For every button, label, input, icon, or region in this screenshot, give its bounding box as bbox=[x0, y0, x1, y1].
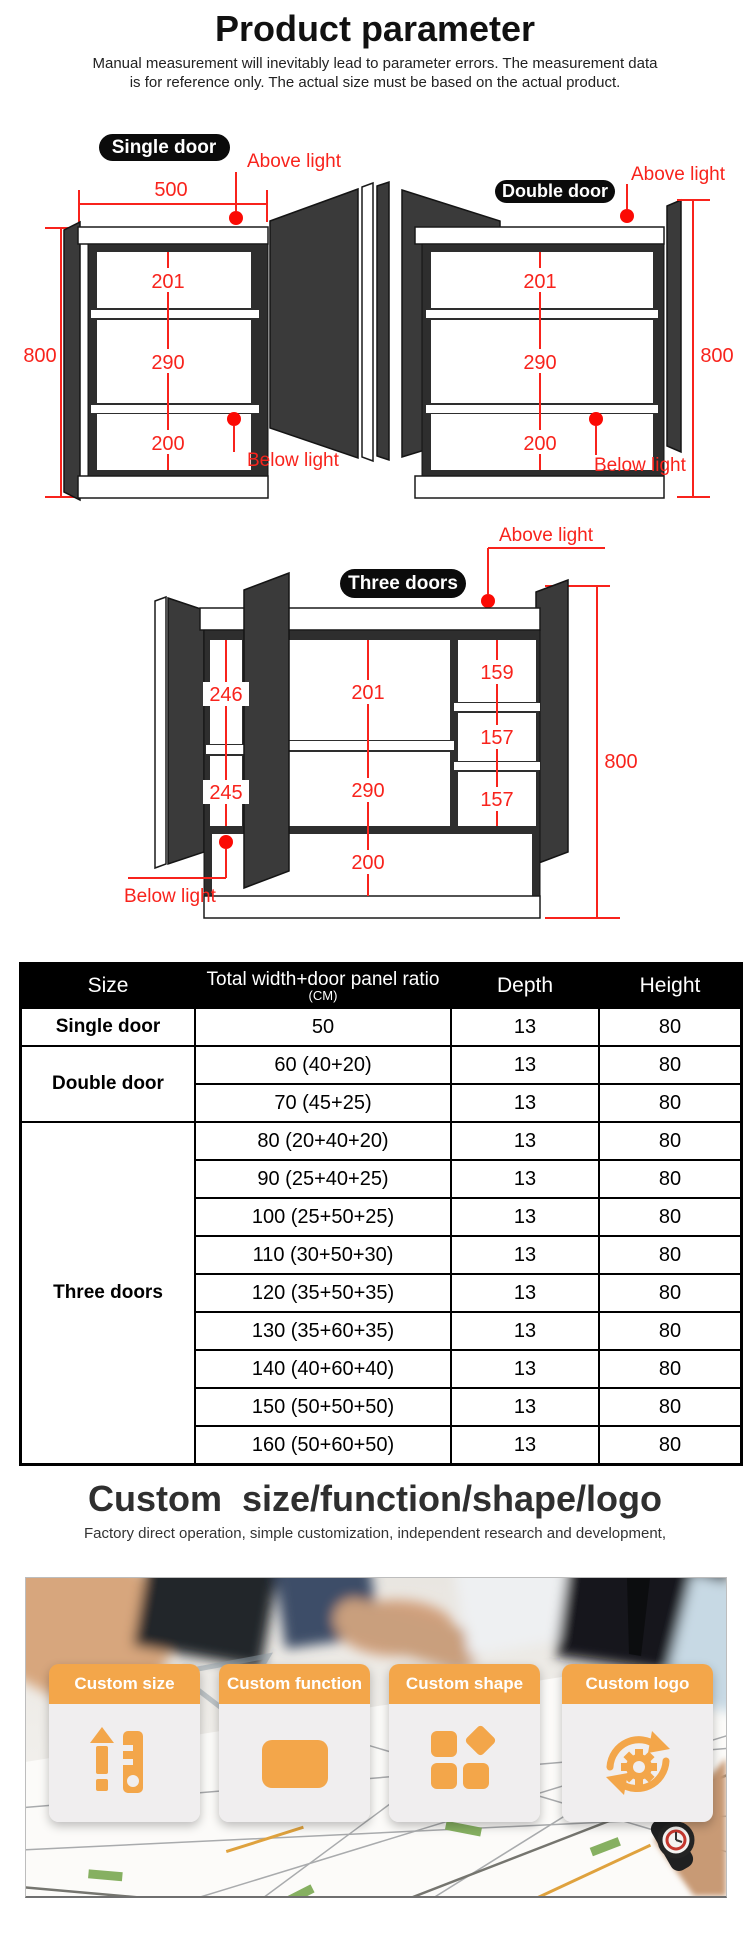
custom-size-card-header: Custom size bbox=[49, 1664, 200, 1704]
cell-height: 80 bbox=[599, 1236, 742, 1274]
subtitle-line-1: Manual measurement will inevitably lead to parameter errors. The measurement data bbox=[92, 55, 658, 72]
custom-shape-card-header: Custom shape bbox=[389, 1664, 540, 1704]
group-label-double: Double door bbox=[21, 1046, 196, 1122]
custom-section-title: Custom size/function/shape/logo bbox=[87, 1478, 663, 1519]
double-door-badge-label: Double door bbox=[502, 181, 608, 201]
page-subtitle bbox=[0, 54, 750, 92]
single-open-door bbox=[270, 189, 358, 458]
cell-depth: 13 bbox=[451, 1350, 599, 1388]
cell-width: 80 (20+40+20) bbox=[195, 1122, 451, 1160]
custom-function-card-header: Custom function bbox=[219, 1664, 370, 1704]
three-cabinet-bottom-band bbox=[204, 896, 540, 918]
col-header-size: Size bbox=[21, 964, 196, 1009]
custom-size-card bbox=[49, 1664, 200, 1822]
custom-logo-card-header: Custom logo bbox=[562, 1664, 713, 1704]
cell-height: 80 bbox=[599, 1426, 742, 1465]
cell-depth: 13 bbox=[451, 1084, 599, 1122]
single-cabinet-top-band bbox=[78, 227, 268, 244]
page-title: Product parameter bbox=[214, 8, 536, 49]
cell-depth: 13 bbox=[451, 1198, 599, 1236]
cell-height: 80 bbox=[599, 1122, 742, 1160]
three-above-light-label: Above light bbox=[499, 525, 594, 546]
three-center-section-1-dim: 201 bbox=[351, 682, 385, 704]
cell-depth: 13 bbox=[451, 1426, 599, 1465]
table-header-row bbox=[21, 964, 742, 1009]
single-above-light-label: Above light bbox=[247, 151, 342, 172]
custom-section-subtitle: Factory direct operation, simple customization, independent research and development, bbox=[84, 1525, 666, 1542]
single-section-3-dim: 200 bbox=[151, 433, 185, 455]
double-above-light-label: Above light bbox=[631, 164, 726, 185]
custom-shape-card bbox=[389, 1664, 540, 1822]
cell-width: 110 (30+50+30) bbox=[195, 1236, 451, 1274]
double-section-3-dim: 200 bbox=[523, 433, 557, 455]
single-above-light-dot bbox=[229, 211, 243, 225]
custom-logo-card bbox=[562, 1664, 713, 1822]
three-bottom-section-dim: 200 bbox=[351, 852, 385, 874]
cell-width: 120 (35+50+35) bbox=[195, 1274, 451, 1312]
three-doors-diagram bbox=[124, 525, 638, 918]
cell-width: 70 (45+25) bbox=[195, 1084, 451, 1122]
double-below-light-label: Below light bbox=[594, 455, 686, 476]
col-header-width-ratio-text: Total width+door panel ratio bbox=[206, 969, 440, 990]
single-below-light-label: Below light bbox=[247, 450, 339, 471]
cell-depth: 13 bbox=[451, 1312, 599, 1350]
double-section-2-dim: 290 bbox=[523, 352, 557, 374]
double-height-dim: 800 bbox=[700, 345, 734, 367]
cabinet-diagrams bbox=[0, 100, 750, 950]
double-right-door bbox=[667, 200, 681, 452]
single-door-edge bbox=[362, 183, 373, 461]
cell-depth: 13 bbox=[451, 1008, 599, 1046]
custom-function-card bbox=[219, 1664, 370, 1822]
single-section-1-dim: 201 bbox=[151, 271, 185, 293]
three-height-dim: 800 bbox=[604, 751, 638, 773]
three-left-section-2-dim: 245 bbox=[209, 782, 243, 804]
single-door-diagram bbox=[23, 134, 373, 500]
group-label-three: Three doors bbox=[21, 1122, 196, 1465]
three-middle-door bbox=[244, 573, 289, 888]
cell-width: 150 (50+50+50) bbox=[195, 1388, 451, 1426]
three-above-light-dot bbox=[481, 594, 495, 608]
cell-height: 80 bbox=[599, 1008, 742, 1046]
cell-depth: 13 bbox=[451, 1160, 599, 1198]
cell-depth: 13 bbox=[451, 1274, 599, 1312]
cell-width: 90 (25+40+25) bbox=[195, 1160, 451, 1198]
three-left-section-1-dim: 246 bbox=[209, 684, 243, 706]
cell-height: 80 bbox=[599, 1084, 742, 1122]
double-section-1-dim: 201 bbox=[523, 271, 557, 293]
single-section-2-dim: 290 bbox=[151, 352, 185, 374]
cell-depth: 13 bbox=[451, 1122, 599, 1160]
table-row bbox=[21, 1122, 742, 1160]
single-width-dim: 500 bbox=[154, 179, 188, 201]
function-icon bbox=[257, 1725, 333, 1801]
three-left-door-edge bbox=[155, 597, 166, 868]
shape-icon bbox=[427, 1725, 503, 1801]
spec-table bbox=[19, 962, 743, 1466]
size-icon bbox=[87, 1725, 163, 1801]
cell-depth: 13 bbox=[451, 1236, 599, 1274]
cell-height: 80 bbox=[599, 1312, 742, 1350]
cell-width: 100 (25+50+25) bbox=[195, 1198, 451, 1236]
double-below-light-dot bbox=[589, 412, 603, 426]
double-left-door-edge bbox=[377, 182, 389, 460]
col-header-depth: Depth bbox=[451, 964, 599, 1009]
cell-height: 80 bbox=[599, 1198, 742, 1236]
three-right-door bbox=[536, 580, 568, 864]
three-below-light-dot bbox=[219, 835, 233, 849]
double-cabinet-bottom-band bbox=[415, 476, 664, 498]
cell-width: 60 (40+20) bbox=[195, 1046, 451, 1084]
logo-icon bbox=[600, 1725, 676, 1801]
double-above-light-dot bbox=[620, 209, 634, 223]
cell-height: 80 bbox=[599, 1350, 742, 1388]
single-cabinet-side-panel bbox=[64, 222, 80, 500]
three-doors-badge-label: Three doors bbox=[348, 573, 458, 594]
cell-height: 80 bbox=[599, 1274, 742, 1312]
double-door-diagram bbox=[377, 164, 734, 498]
col-header-unit: (CM) bbox=[308, 988, 338, 1003]
double-cabinet-top-band bbox=[415, 227, 664, 244]
col-header-height: Height bbox=[599, 964, 742, 1009]
cell-height: 80 bbox=[599, 1160, 742, 1198]
three-right-section-2-dim: 157 bbox=[480, 727, 514, 749]
cell-depth: 13 bbox=[451, 1046, 599, 1084]
cell-width: 130 (35+60+35) bbox=[195, 1312, 451, 1350]
cell-width: 160 (50+60+50) bbox=[195, 1426, 451, 1465]
col-header-width-ratio bbox=[195, 964, 451, 1009]
single-below-light-dot bbox=[227, 412, 241, 426]
three-left-door bbox=[168, 598, 204, 864]
single-height-dim: 800 bbox=[23, 345, 57, 367]
single-cabinet-bottom-band bbox=[78, 476, 268, 498]
cell-width: 140 (40+60+40) bbox=[195, 1350, 451, 1388]
cell-height: 80 bbox=[599, 1046, 742, 1084]
subtitle-line-2: is for reference only. The actual size must be based on the actual product. bbox=[129, 74, 621, 91]
three-right-section-3-dim: 157 bbox=[480, 789, 514, 811]
table-row bbox=[21, 1008, 742, 1046]
cell-depth: 13 bbox=[451, 1388, 599, 1426]
three-center-section-2-dim: 290 bbox=[351, 780, 385, 802]
table-row bbox=[21, 1046, 742, 1084]
cell-width: 50 bbox=[195, 1008, 451, 1046]
group-label-single: Single door bbox=[21, 1008, 196, 1046]
single-door-badge-label: Single door bbox=[111, 137, 217, 158]
workshop-photo bbox=[25, 1577, 727, 1898]
cell-height: 80 bbox=[599, 1388, 742, 1426]
three-right-section-1-dim: 159 bbox=[480, 662, 514, 684]
three-below-light-label: Below light bbox=[124, 886, 216, 907]
